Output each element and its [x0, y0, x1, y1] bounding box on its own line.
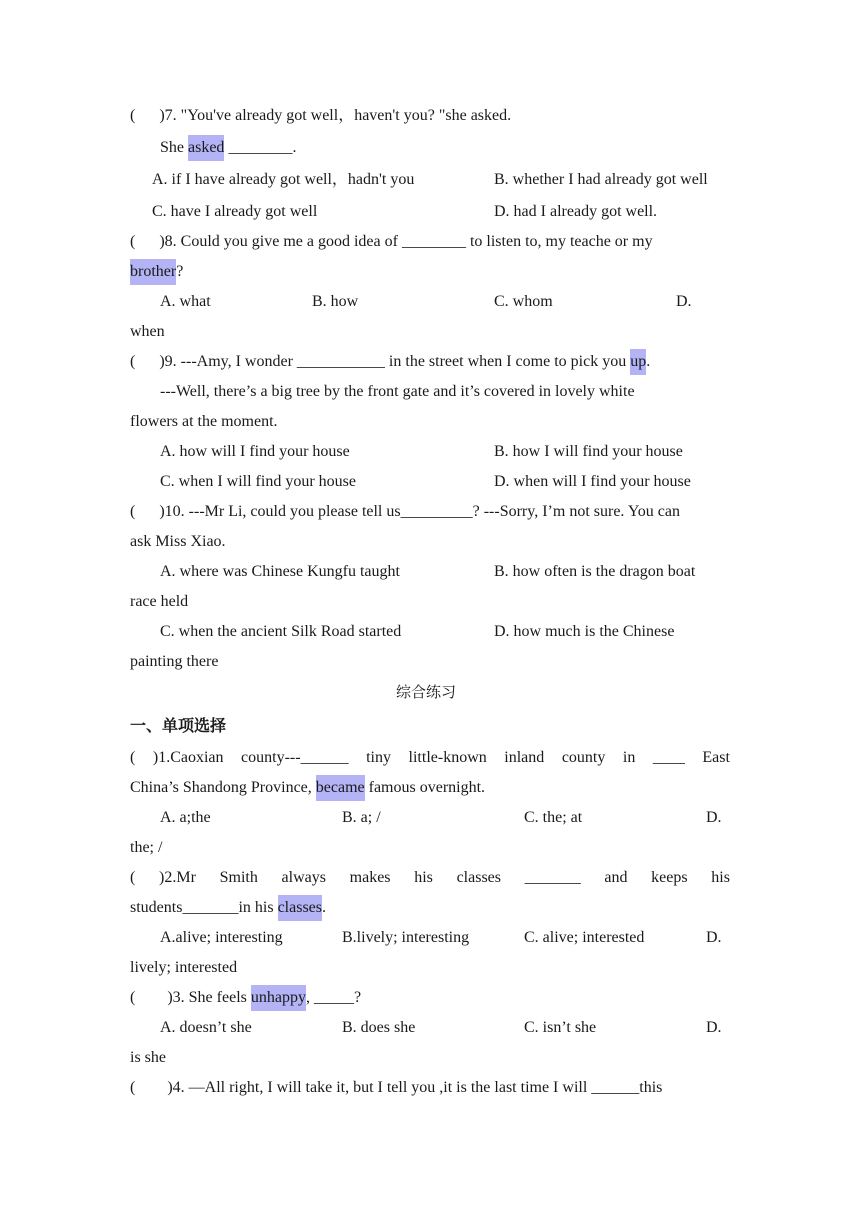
p3-option-c: C. isn’t she	[524, 1019, 597, 1036]
q7-option-c: C. have I already got well	[152, 203, 318, 220]
q7-stem: )7. "You've already got well，haven't you? "she asked.	[159, 107, 512, 124]
p4-stem: )4. —All right, I will take it, but I tell you ,it is the last time I will ______this	[167, 1079, 663, 1096]
q8-option-b: B. how	[312, 293, 359, 310]
q9-line3: flowers at the moment.	[130, 413, 278, 430]
q10-line2: ask Miss Xiao.	[130, 533, 226, 550]
p4-stem-line	[130, 1078, 662, 1098]
q8-option-c: C. whom	[494, 293, 553, 310]
p1-word: (	[130, 749, 136, 766]
p2-option-d: D.	[706, 929, 722, 946]
p1-word: East	[702, 749, 730, 766]
q10-stem-line	[130, 502, 680, 522]
q8-option-d: D.	[676, 293, 692, 310]
p3-stem-post: , _____?	[305, 989, 362, 1006]
p2-line2	[130, 898, 326, 921]
q9-blank: ___________	[296, 353, 385, 370]
p2-word: and	[604, 869, 628, 886]
q10-option-a: A. where was Chinese Kungfu taught	[160, 563, 400, 580]
p2-option-d-cont: lively; interested	[130, 959, 238, 976]
p1-line2	[130, 778, 485, 801]
p1-option-c: C. the; at	[524, 809, 583, 826]
p3-option-d: D.	[706, 1019, 722, 1036]
p2-word: his	[711, 869, 730, 886]
q9-option-b: B. how I will find your house	[494, 443, 683, 460]
p1-line2-post: famous overnight.	[364, 779, 486, 796]
p2-word: always	[281, 869, 326, 886]
q8-paren: (	[130, 233, 136, 250]
p2-line2-post: .	[322, 899, 326, 916]
q9-stem-post: .	[646, 353, 651, 370]
section-heading: 一、单项选择	[130, 716, 227, 735]
p1-option-d: D.	[706, 809, 722, 826]
q8-stem-line	[130, 232, 653, 252]
q7-paren: (	[130, 107, 136, 124]
q9-stem-line	[130, 352, 650, 375]
p1-word: in	[622, 749, 636, 766]
p2-word: _______	[524, 869, 581, 886]
p2-word: makes	[349, 869, 391, 886]
q8-stem-pre: )8. Could you give me a good idea of	[159, 233, 402, 250]
q9-option-d: D. when will I find your house	[494, 473, 691, 490]
p2-word: )2.Mr	[159, 869, 196, 886]
q9-line2: ---Well, there’s a big tree by the front gate and it’s covered in lovely white	[160, 383, 635, 400]
p1-word: county---______	[241, 749, 349, 766]
q7-option-a: A. if I have already got well，hadn't you	[152, 171, 415, 188]
p1-word: inland	[504, 749, 545, 766]
p3-stem-pre: )3. She feels	[167, 989, 251, 1006]
p1-word: ____	[652, 749, 685, 766]
q9-option-c: C. when I will find your house	[160, 473, 356, 490]
q8-line2-post: ?	[176, 263, 184, 280]
q8-stem-post: to listen to, my teache or my	[465, 233, 653, 250]
p2-line2-pre: students_______in his	[130, 899, 278, 916]
p2-word: keeps	[651, 869, 688, 886]
p3-highlight-unhappy: unhappy	[251, 985, 306, 1011]
q9-option-a: A. how will I find your house	[160, 443, 350, 460]
q10-option-d-cont: painting there	[130, 653, 219, 670]
p1-word: county	[561, 749, 606, 766]
p2-word: (	[130, 869, 136, 886]
p1-word: little-known	[408, 749, 487, 766]
q8-line2	[130, 262, 183, 285]
q10-option-b-cont: race held	[130, 593, 189, 610]
section-title: 综合练习	[396, 683, 457, 701]
q10-option-b: B. how often is the dragon boat	[494, 563, 696, 580]
p3-option-a: A. doesn’t she	[160, 1019, 252, 1036]
p1-stem-line	[130, 748, 730, 768]
p1-highlight-became: became	[316, 775, 365, 801]
q9-stem-mid: in the street when I come to pick you	[384, 353, 631, 370]
p1-option-d-cont: the; /	[130, 839, 163, 856]
p2-word: his	[414, 869, 433, 886]
p1-line2-pre: China’s Shandong Province,	[130, 779, 316, 796]
p2-stem-line	[130, 868, 730, 888]
q7-line2-post: ________.	[224, 139, 297, 156]
q7-option-b: B. whether I had already got well	[494, 171, 708, 188]
p1-option-b: B. a; /	[342, 809, 381, 826]
p1-option-a: A. a;the	[160, 809, 211, 826]
p3-paren: (	[130, 989, 136, 1006]
p3-option-d-cont: is she	[130, 1049, 166, 1066]
p2-option-b: B.lively; interesting	[342, 929, 470, 946]
q9-highlight-up: up	[630, 349, 646, 375]
p2-option-c: C. alive; interested	[524, 929, 645, 946]
p2-word: classes	[456, 869, 501, 886]
q9-stem-pre: )9. ---Amy, I wonder	[159, 353, 297, 370]
q10-stem-post: ? ---Sorry, I’m not sure. You can	[472, 503, 680, 520]
q10-option-c: C. when the ancient Silk Road started	[160, 623, 402, 640]
q10-stem-pre: )10. ---Mr Li, could you please tell us	[159, 503, 401, 520]
q10-paren: (	[130, 503, 136, 520]
p2-word: Smith	[219, 869, 258, 886]
p1-word: tiny	[366, 749, 391, 766]
q8-highlight-brother: brother	[130, 259, 176, 285]
p3-option-b: B. does she	[342, 1019, 416, 1036]
p3-stem-line	[130, 988, 361, 1011]
p2-highlight-classes: classes	[278, 895, 322, 921]
p4-paren: (	[130, 1079, 136, 1096]
q7-highlight-asked: asked	[188, 135, 224, 161]
q10-blank: _________	[400, 503, 473, 520]
p2-option-a: A.alive; interesting	[160, 929, 283, 946]
q7-line2-pre: She	[160, 139, 188, 156]
q10-option-d: D. how much is the Chinese	[494, 623, 675, 640]
q9-paren: (	[130, 353, 136, 370]
q8-option-d-cont: when	[130, 323, 165, 340]
q7-line2	[160, 138, 296, 161]
q7-option-d: D. had I already got well.	[494, 203, 658, 220]
q8-blank: ________	[401, 233, 466, 250]
q7-stem-line	[130, 106, 511, 126]
p1-word: )1.Caoxian	[152, 749, 224, 766]
q8-option-a: A. what	[160, 293, 211, 310]
